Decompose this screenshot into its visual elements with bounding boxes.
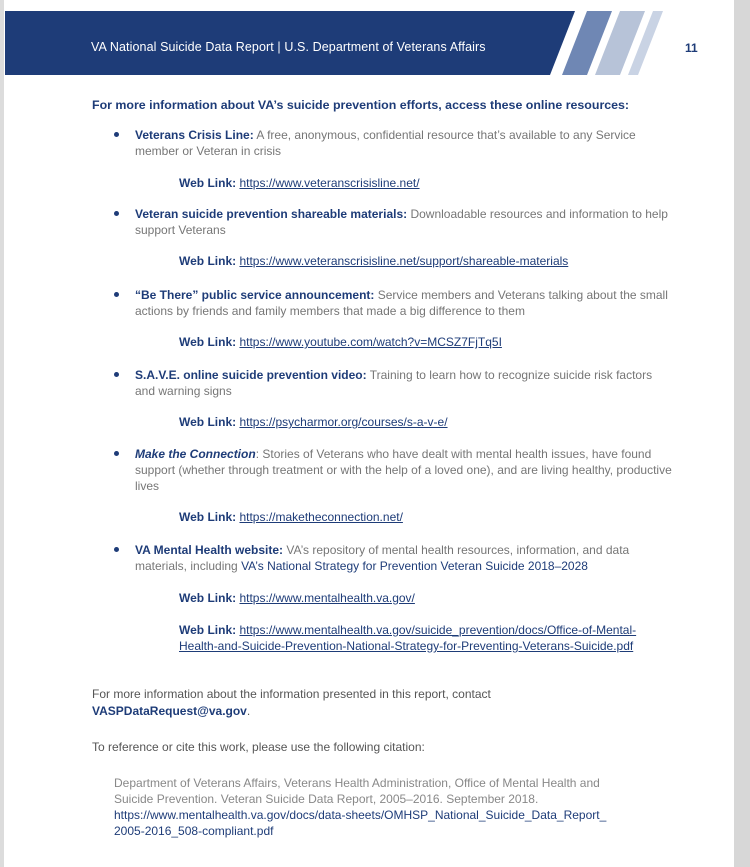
item-description: VA’s repository of mental health resources, information, and data materials, including xyxy=(135,543,630,573)
resource-item-shareable-materials xyxy=(114,206,674,238)
bullet-icon xyxy=(114,211,119,216)
bullet-icon xyxy=(114,372,119,377)
weblink-row xyxy=(179,334,649,350)
resource-item-crisis-line xyxy=(114,127,674,159)
item-description: Downloadable resources and information to help support Veterans xyxy=(135,207,668,237)
weblink-label: Web Link: xyxy=(179,623,237,637)
citation-block xyxy=(114,775,609,839)
weblink-url[interactable]: https://www.veteranscrisisline.net/support/shareable-materials xyxy=(239,254,569,268)
weblink-url[interactable]: https://maketheconnection.net/ xyxy=(239,510,403,524)
citation-text: Department of Veterans Affairs, Veterans Health Administration, Office of Mental Health and Suicide Prevention. Veteran Suicide Data Report, 2005–2016. September 2018. xyxy=(114,776,600,806)
contact-period: . xyxy=(246,704,251,718)
resource-item-save-video xyxy=(114,367,674,399)
item-description: Training to learn how to recognize suicide risk factors and warning signs xyxy=(135,368,653,398)
bullet-icon xyxy=(114,292,119,297)
weblink-url[interactable]: https://psycharmor.org/courses/s-a-v-e/ xyxy=(239,415,448,429)
item-description: Service members and Veterans talking about the small actions by friends and family members that made a big difference to them xyxy=(135,288,668,318)
weblink-label: Web Link: xyxy=(179,254,237,268)
weblink-url[interactable]: https://www.youtube.com/watch?v=MCSZ7FjTq5I xyxy=(239,335,502,349)
weblink-row xyxy=(179,414,649,430)
national-strategy-link[interactable]: VA’s National Strategy for Prevention Veteran Suicide 2018–2028 xyxy=(241,559,588,573)
resource-item-be-there-psa xyxy=(114,287,674,319)
item-description: A free, anonymous, confidential resource that’s available to any Service member or Veteran in crisis xyxy=(135,128,636,158)
citation-url[interactable]: https://www.mentalhealth.va.gov/docs/data-sheets/OMHSP_National_Suicide_Data_Report_2005-2016_508-compliant.pdf xyxy=(114,808,607,838)
header-title: VA National Suicide Data Report | U.S. Department of Veterans Affairs xyxy=(91,40,486,54)
weblink-row xyxy=(179,622,644,654)
weblink-label: Web Link: xyxy=(179,415,237,429)
weblink-row xyxy=(179,590,649,606)
weblink-label: Web Link: xyxy=(179,176,237,190)
weblink-label: Web Link: xyxy=(179,335,237,349)
contact-paragraph xyxy=(92,686,662,720)
item-title: S.A.V.E. online suicide prevention video: xyxy=(135,368,367,382)
citation-intro: To reference or cite this work, please use the following citation: xyxy=(92,740,425,754)
contact-text: For more information about the information presented in this report, contact xyxy=(92,687,491,701)
weblink-label: Web Link: xyxy=(179,591,237,605)
weblink-row xyxy=(179,509,649,525)
weblink-row xyxy=(179,253,649,269)
weblink-row xyxy=(179,175,649,191)
item-title: “Be There” public service announcement: xyxy=(135,288,375,302)
weblink-url[interactable]: https://www.mentalhealth.va.gov/suicide_prevention/docs/Office-of-Mental-Health-and-Suicide-Prevention-National-Strategy-for-Preventing-Veterans-Suicide.pdf xyxy=(179,623,637,653)
resource-item-mental-health-website xyxy=(114,542,674,574)
page-number: 11 xyxy=(685,41,698,55)
bullet-icon xyxy=(114,451,119,456)
bullet-icon xyxy=(114,547,119,552)
page-edge-right xyxy=(734,0,750,867)
bullet-icon xyxy=(114,132,119,137)
item-description: : Stories of Veterans who have dealt with mental health issues, have found support (whether through treatment or with the help of a loved one), and are living healthy, productive lives xyxy=(135,447,672,493)
item-title: Make the Connection xyxy=(135,447,256,461)
section-intro: For more information about VA’s suicide prevention efforts, access these online resources: xyxy=(92,98,630,112)
item-title: VA Mental Health website: xyxy=(135,543,284,557)
contact-email-link[interactable]: VASPDataRequest@va.gov xyxy=(92,704,247,718)
weblink-label: Web Link: xyxy=(179,510,237,524)
header-banner xyxy=(5,11,735,75)
weblink-url[interactable]: https://www.veteranscrisisline.net/ xyxy=(239,176,420,190)
item-title: Veteran suicide prevention shareable materials: xyxy=(135,207,408,221)
page-edge-left xyxy=(0,0,4,867)
item-title: Veterans Crisis Line: xyxy=(135,128,254,142)
resource-item-make-the-connection xyxy=(114,446,674,494)
weblink-url[interactable]: https://www.mentalhealth.va.gov/ xyxy=(239,591,415,605)
